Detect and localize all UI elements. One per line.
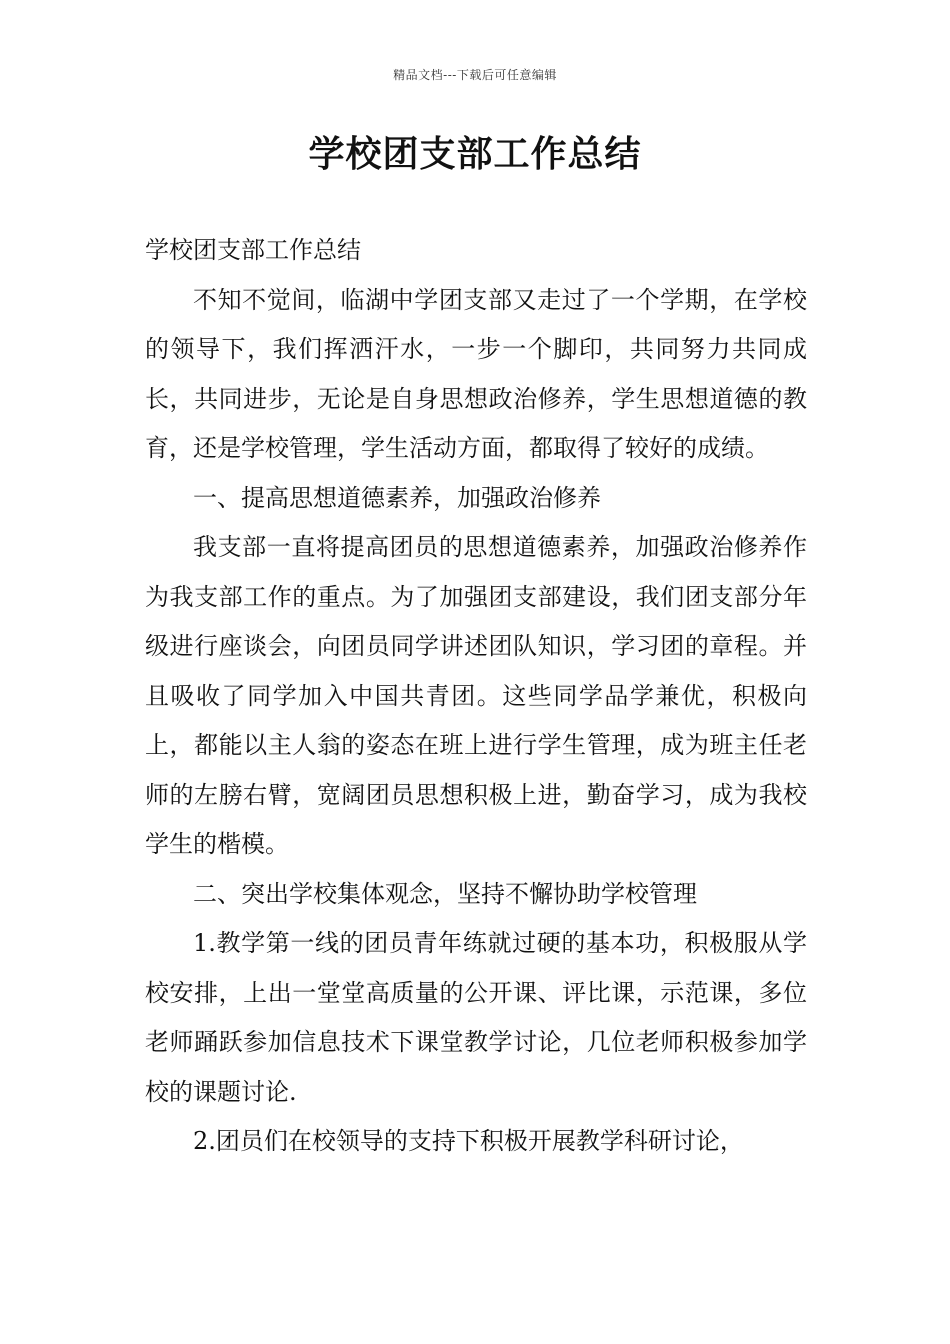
body-subtitle: 学校团支部工作总结: [145, 236, 361, 264]
document-title: 学校团支部工作总结: [308, 133, 642, 175]
header-note: 精品文档---下载后可任意编辑: [393, 68, 557, 82]
intro-paragraph: 不知不觉间，临湖中学团支部又走过了一个学期，在学校的领导下，我们挥洒汗水，一步一个脚印，共同努力共同成长，共同进步，无论是自身思想政治修养，学生思想道德的教育，还是学校管理，学生活动方面，都取得了较好的成绩。: [145, 285, 807, 462]
section-heading-2: 二、突出学校集体观念，坚持不懈协助学校管理: [193, 879, 697, 908]
section-heading-1: 一、提高思想道德素养，加强政治修养: [193, 483, 601, 512]
section-2-item-1: 1.教学第一线的团员青年练就过硬的基本功，积极服从学校安排，上出一堂堂高质量的公开课、评比课，示范课，多位老师踊跃参加信息技术下课堂教学讨论，几位老师积极参加学校的课题讨论.: [145, 929, 807, 1106]
section-2-item-2: 2.团员们在校领导的支持下积极开展教学科研讨论，: [193, 1127, 744, 1155]
document-body: [145, 226, 807, 1167]
section-1-paragraph: 我支部一直将提高团员的思想道德素养，加强政治修养作为我支部工作的重点。为了加强团支部建设，我们团支部分年级进行座谈会，向团员同学讲述团队知识，学习团的章程。并且吸收了同学加入中国共青团。这些同学品学兼优，积极向上，都能以主人翁的姿态在班上进行学生管理，成为班主任老师的左膀右臂，宽阔团员思想积极上进，勤奋学习，成为我校学生的楷模。: [145, 533, 807, 858]
